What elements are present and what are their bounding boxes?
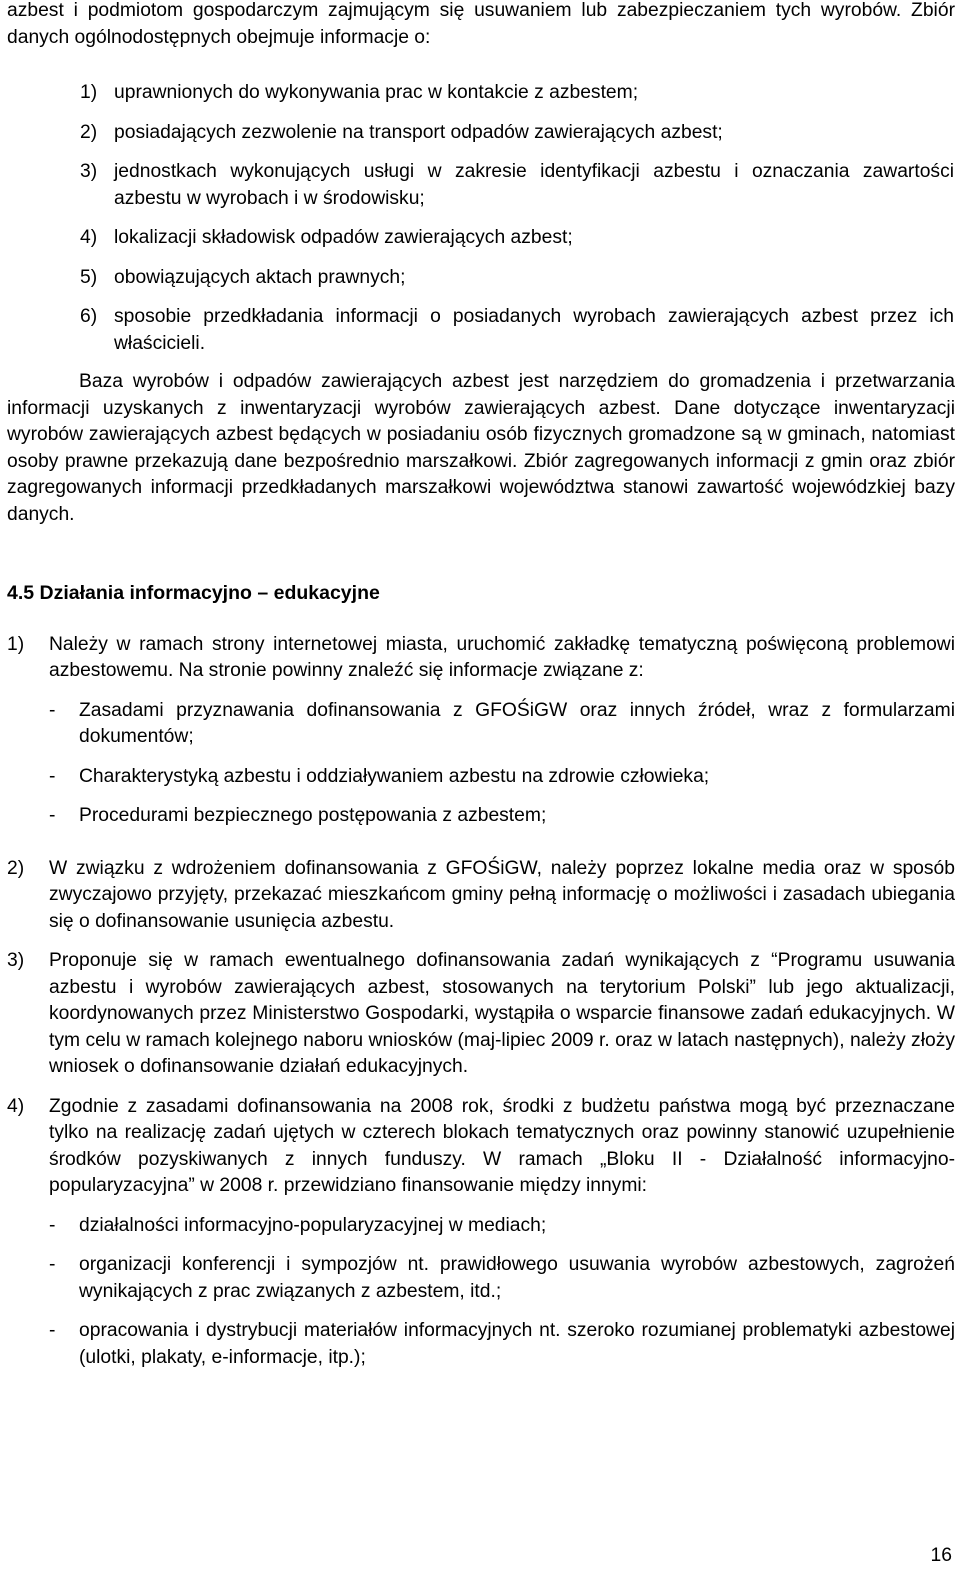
bullet-text: Charakterystyką azbestu i oddziaływaniem azbestu na zdrowie człowieka; xyxy=(79,765,710,787)
list-text: posiadających zezwolenie na transport odpadów zawierających azbest; xyxy=(114,121,723,143)
list-item xyxy=(80,225,954,252)
bullet-text: działalności informacyjno-popularyzacyjnej w mediach; xyxy=(79,1214,547,1236)
action-number: 2) xyxy=(7,857,25,879)
bullet-list xyxy=(49,698,955,830)
document-page xyxy=(7,0,955,1397)
actions-list xyxy=(7,632,955,1385)
action-text: Proponuje się w ramach ewentualnego dofinansowania zadań wynikających z “Programu usuwania azbestu i wyrobów zawierających azbest, stosowanych na terytorium Polski” lub jego aktualizacji, koordynowanych przez Ministerstwo Gospodarki, wystąpiła o wsparcie finansowe zadań edukacyjnych. W tym celu w ramach kolejnego naboru wniosków (maj-lipiec 2009 r. oraz w latach następnych), należy złoży wniosek o dofinansowanie działań edukacyjnych. xyxy=(49,950,955,1077)
dash-marker: - xyxy=(49,765,56,787)
list-number: 2) xyxy=(80,121,98,143)
list-item xyxy=(80,159,954,212)
list-text: obowiązujących aktach prawnych; xyxy=(114,266,406,288)
list-item xyxy=(80,304,954,357)
action-item xyxy=(7,1094,955,1385)
bullet-list xyxy=(49,1213,955,1372)
action-number: 3) xyxy=(7,950,25,971)
list-number: 6) xyxy=(80,306,98,327)
bullet-item xyxy=(49,764,955,791)
action-item xyxy=(7,948,955,1081)
intro-paragraph: azbest i podmiotom gospodarczym zajmującym się usuwaniem lub zabezpieczaniem tych wyrobów. Zbiór danych ogólnodostępnych obejmuje informacje o: xyxy=(7,0,955,48)
bullet-text: Zasadami przyznawania dofinansowania z GFOŚiGW oraz innych źródeł, wraz z formularzami dokumentów; xyxy=(79,699,955,747)
list-number: 5) xyxy=(80,266,98,288)
bullet-item xyxy=(49,1252,955,1305)
list-item xyxy=(80,120,954,147)
dash-marker: - xyxy=(49,805,56,826)
list-number: 1) xyxy=(80,82,98,103)
list-text: jednostkach wykonujących usługi w zakresie identyfikacji azbestu i oznaczania zawartości azbestu w wyrobach i w środowisku; xyxy=(114,161,954,209)
bullet-item xyxy=(49,1213,955,1240)
action-item xyxy=(7,856,955,936)
info-list xyxy=(80,80,954,357)
page-number: 16 xyxy=(930,1545,952,1566)
list-number: 4) xyxy=(80,227,98,248)
action-text: Należy w ramach strony internetowej miasta, uruchomić zakładkę tematyczną poświęconą problemowi azbestowemu. Na stronie powinny znaleźć się informacje związane z: xyxy=(49,633,955,681)
action-text: Zgodnie z zasadami dofinansowania na 2008 rok, środki z budżetu państwa mogą być przeznaczane tylko na realizację zadań ujętych w czterech blokach tematycznych oraz powinny stanowić uzupełnienie środków pozyskiwanych z innych funduszy. W ramach „Bloku II - Działalność informacyjno-popularyzacyjna” w 2008 r. przewidziano finansowanie między innymi: xyxy=(49,1095,955,1196)
action-number: 4) xyxy=(7,1095,25,1117)
list-item xyxy=(80,265,954,292)
dash-marker: - xyxy=(49,699,56,721)
bullet-text: organizacji konferencji i sympozjów nt. prawidłowego usuwania wyrobów azbestowych, zagrożeń wynikających z prac związanych z azbestem, itd.; xyxy=(79,1254,955,1302)
list-item xyxy=(80,80,954,107)
baza-paragraph: Baza wyrobów i odpadów zawierających azbest jest narzędziem do gromadzenia i przetwarzania informacji uzyskanych z inwentaryzacji wyrobów zawierających azbest. Dane dotyczące inwentaryzacji wyrobów zawierających azbest będących w posiadaniu osób fizycznych gromadzone są w gminach, natomiast osoby prawne przekazują dane bezpośrednio marszałkowi. Zbiór zagregowanych informacji z gmin oraz zbiór zagregowanych informacji przedkładanych marszałkowi województwa stanowi zawartość wojewódzkiej bazy danych. xyxy=(7,371,955,525)
bullet-text: opracowania i dystrybucji materiałów informacyjnych nt. szeroko rozumianej problematyki azbestowej (ulotki, plakaty, e-informacje, itp.); xyxy=(79,1320,955,1368)
bullet-text: Procedurami bezpiecznego postępowania z azbestem; xyxy=(79,805,547,826)
dash-marker: - xyxy=(49,1214,56,1236)
section-heading xyxy=(7,580,955,607)
action-text: W związku z wdrożeniem dofinansowania z GFOŚiGW, należy poprzez lokalne media oraz w sposób zwyczajowo przyjęty, przekazać mieszkańcom gminy pełną informację o możliwości i zasadach ubiegania się o dofinansowanie usunięcia azbestu. xyxy=(49,857,955,932)
bullet-item xyxy=(49,803,955,830)
action-number: 1) xyxy=(7,633,25,655)
dash-marker: - xyxy=(49,1320,56,1341)
bullet-item xyxy=(49,698,955,751)
list-text: uprawnionych do wykonywania prac w kontakcie z azbestem; xyxy=(114,82,639,103)
list-text: sposobie przedkładania informacji o posiadanych wyrobach zawierających azbest przez ich właścicieli. xyxy=(114,306,954,354)
section-title: Działania informacyjno – edukacyjne xyxy=(39,582,380,604)
list-text: lokalizacji składowisk odpadów zawierających azbest; xyxy=(114,227,573,248)
section-number: 4.5 xyxy=(7,582,35,604)
action-item xyxy=(7,632,955,843)
dash-marker: - xyxy=(49,1254,56,1275)
list-number: 3) xyxy=(80,161,98,182)
bullet-item xyxy=(49,1318,955,1371)
